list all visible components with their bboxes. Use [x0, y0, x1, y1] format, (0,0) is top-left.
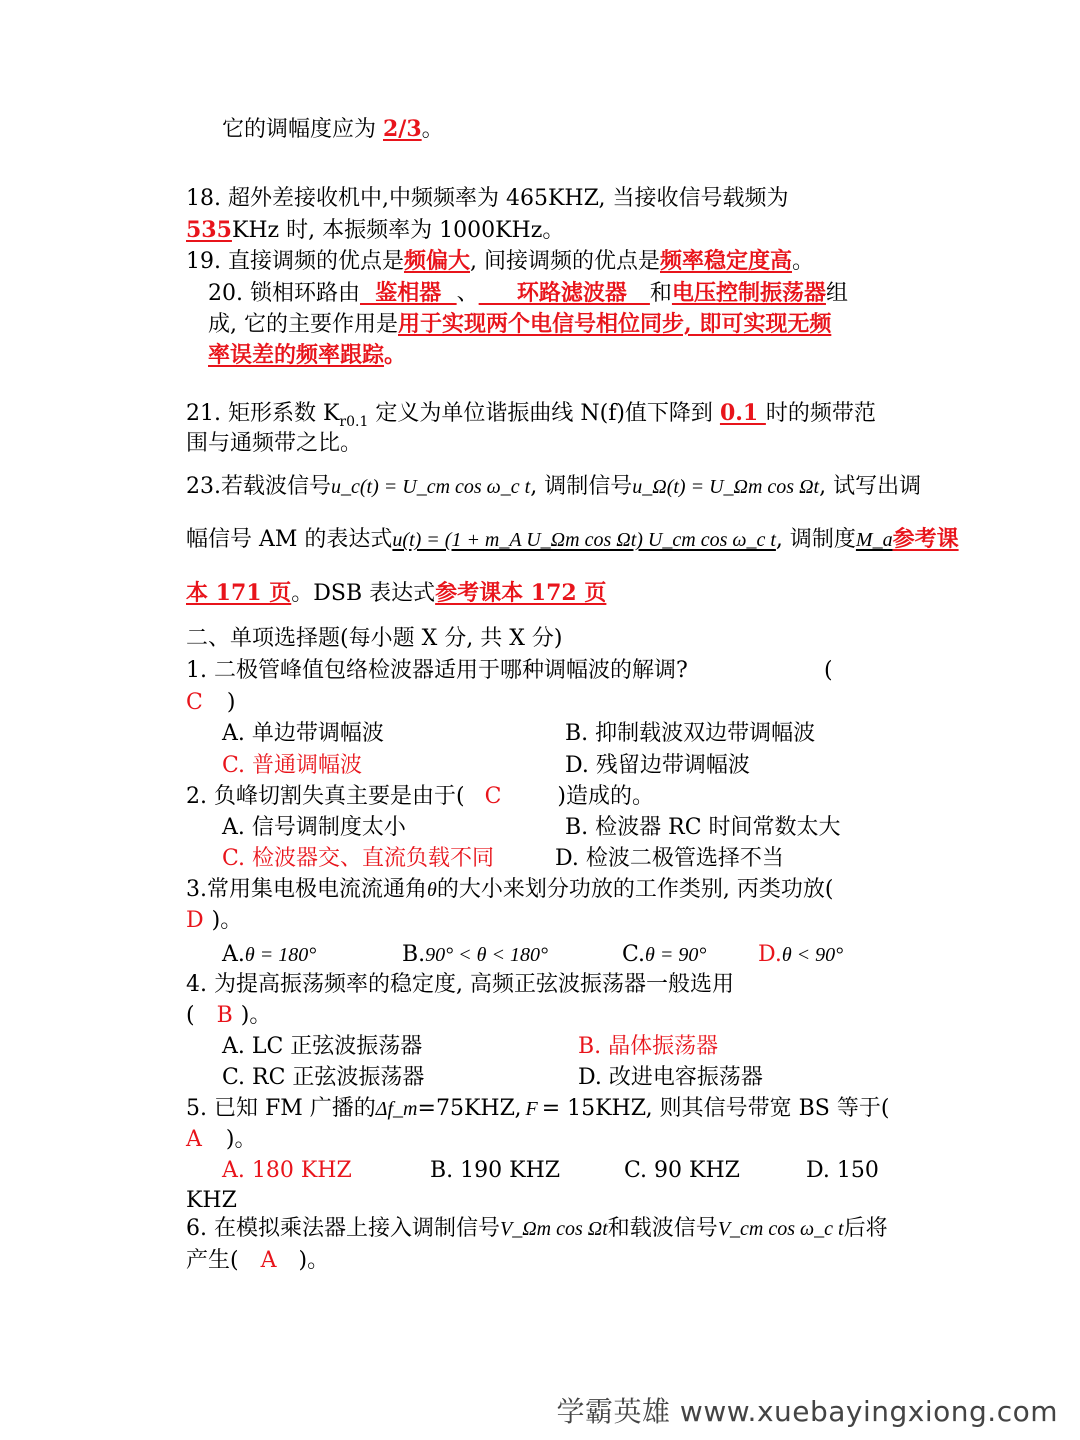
q20-line3 — [208, 340, 406, 371]
mc3-option-c-formula: θ = 90° — [645, 944, 707, 966]
q21-suffix: 时的频带范 — [765, 401, 876, 426]
mc6-stem-suffix: 后将 — [843, 1216, 888, 1241]
mc3-option-a — [222, 940, 316, 970]
q21-middle: 定义为单位谐振曲线 N(f)值下降到 — [368, 401, 720, 426]
mc1-option-b: B. 抑制载波双边带调幅波 — [565, 721, 816, 746]
q23-answer-ref1a: 参考课 — [892, 526, 959, 552]
mc3-option-d-formula: θ < 90° — [781, 944, 844, 966]
mc6-close: )。 — [298, 1248, 330, 1273]
q23-line2-prefix: 幅信号 AM 的表达式 — [186, 527, 393, 552]
mc4-answer: B — [216, 1003, 233, 1028]
q19 — [186, 246, 814, 277]
mc5-answer-line — [186, 1125, 256, 1155]
q18-answer: 535 — [186, 217, 232, 243]
mc5-stem-mid: =75KHZ, — [417, 1096, 522, 1121]
mc3-stem-prefix: 3.常用集电极电流流通角 — [186, 877, 427, 902]
mc1-option-a: A. 单边带调幅波 — [222, 721, 384, 746]
mc2-option-a: A. 信号调制度太小 — [222, 815, 406, 840]
mc3-stem-suffix: 的大小来划分功放的工作类别, 丙类功放( — [436, 877, 834, 902]
q20-answer-1: 鉴相器 — [359, 280, 457, 306]
mc4-open-paren: ( — [186, 1003, 195, 1028]
mc1-option-d: D. 残留边带调幅波 — [565, 753, 750, 778]
mc3-option-b-label: B. — [402, 942, 426, 967]
q23-answer-ref2: 参考课本 172 页 — [435, 580, 607, 606]
q23-ma-symbol: M_a — [855, 529, 893, 551]
q23-line3-middle: 。DSB 表达式 — [291, 581, 436, 606]
q19-answer-2: 频率稳定度高 — [660, 248, 793, 274]
q20-line1 — [208, 278, 848, 309]
mc4-option-b: B. 晶体振荡器 — [578, 1034, 719, 1059]
mc1-stem: 1. 二极管峰值包络检波器适用于哪种调幅波的解调? — [186, 658, 688, 683]
mc2-answer: C — [484, 784, 502, 809]
q20-sep-1: 、 — [456, 281, 479, 306]
mc2-option-c: C. 检波器交、直流负载不同 — [222, 846, 495, 871]
q19-answer-1: 频偏大 — [403, 248, 470, 274]
mc1-answer: C — [186, 690, 203, 715]
q23-line2 — [186, 524, 959, 555]
mc6-answer: A — [260, 1248, 277, 1273]
q20-line2 — [208, 309, 831, 340]
mc2-stem-suffix: )造成的。 — [557, 784, 655, 809]
mc6-carrier-formula: V_cm cos ω_c t — [717, 1218, 844, 1240]
mc4-stem: 4. 为提高振荡频率的稳定度, 高频正弦波振荡器一般选用 — [186, 972, 734, 997]
q20-answer-2: 环路滤波器 — [478, 280, 650, 306]
mc3-option-c — [622, 940, 706, 970]
mc4-answer-line — [186, 1001, 271, 1031]
q20-sep-2: 和 — [649, 281, 672, 306]
mc3-option-d-label: D. — [758, 942, 782, 967]
q20-answer-4a: 用于实现两个电信号相位同步, 即可实现无频 — [398, 311, 832, 337]
mc5-option-d: D. 150 — [806, 1158, 879, 1183]
q23-middle: , 调制信号 — [530, 474, 633, 499]
q21-prefix: 21. 矩形系数 K — [186, 401, 340, 426]
mc6-stem-prefix: 6. 在模拟乘法器上接入调制信号 — [186, 1216, 500, 1241]
q23-suffix: , 试写出调 — [819, 474, 922, 499]
mc2-stem-prefix: 2. 负峰切割失真主要是由于( — [186, 784, 465, 809]
mc3-answer: D — [186, 908, 204, 933]
mc4-close: )。 — [240, 1003, 272, 1028]
mc1-open-paren: ( — [824, 658, 833, 683]
q20-answer-4b: 率误差的频率跟踪 — [208, 342, 385, 368]
q17-answer: 2/3 — [383, 116, 422, 142]
mc5-option-d-cont: KHZ — [186, 1188, 237, 1213]
q17-tail — [222, 114, 444, 145]
q17-end: 。 — [421, 117, 444, 142]
mc5-option-a: A. 180 KHZ — [222, 1158, 352, 1183]
mc3-option-d — [758, 940, 843, 970]
mc3-close: )。 — [211, 908, 243, 933]
q23-carrier-formula: u_c(t) = U_cm cos ω_c t — [331, 476, 531, 498]
q20-line2-prefix: 成, 它的主要作用是 — [208, 312, 398, 337]
q20-answer-3: 电压控制振荡器 — [671, 280, 826, 306]
q23-line1 — [186, 472, 921, 502]
mc6-answer-line — [186, 1246, 329, 1276]
mc1-close-paren: ) — [226, 690, 236, 715]
mc5-f-symbol: F — [525, 1098, 538, 1120]
mc3-option-a-label: A. — [222, 942, 245, 967]
mc6-mod-formula: V_Ωm cos Ωt — [499, 1218, 608, 1240]
mc1-option-c: C. 普通调幅波 — [222, 753, 363, 778]
mc2-option-d: D. 检波二极管选择不当 — [555, 846, 784, 871]
mc5-stem-suffix: = 15KHZ, 则其信号带宽 BS 等于( — [541, 1096, 890, 1121]
mc5-answer: A — [186, 1127, 202, 1152]
q18-rest: KHz 时, 本振频率为 1000KHz。 — [231, 218, 565, 243]
q20-prefix: 20. 锁相环路由 — [208, 281, 360, 306]
mc5-option-c: C. 90 KHZ — [624, 1158, 740, 1183]
q23-line3 — [186, 578, 606, 609]
mc5-close: )。 — [225, 1127, 257, 1152]
q19-prefix: 19. 直接调频的优点是 — [186, 249, 404, 274]
q19-end: 。 — [792, 249, 815, 274]
mc4-option-c: C. RC 正弦波振荡器 — [222, 1065, 425, 1090]
watermark: 学霸英雄 www.xuebayingxiong.com — [556, 1395, 1058, 1428]
mc5-stem-prefix: 5. 已知 FM 广播的 — [186, 1096, 376, 1121]
q23-prefix: 23.若载波信号 — [186, 474, 331, 499]
mc3-option-b-formula: 90° < θ < 180° — [425, 944, 548, 966]
q19-middle: , 间接调频的优点是 — [470, 249, 660, 274]
q23-mod-formula: u_Ω(t) = U_Ωm cos Ωt — [632, 476, 820, 498]
mc5-delta-f: Δf_m — [375, 1098, 418, 1120]
mc3-answer-line — [186, 906, 242, 936]
mc3-stem — [186, 875, 833, 905]
mc1-answer-line — [186, 688, 235, 718]
q21-answer: 0.1 — [719, 400, 766, 426]
q18-line1: 18. 超外差接收机中,中频频率为 465KHZ, 当接收信号载频为 — [186, 186, 789, 211]
mc5-option-b: B. 190 KHZ — [430, 1158, 561, 1183]
mc6-line2-prefix: 产生( — [186, 1248, 239, 1273]
q21-subscript: r0.1 — [339, 414, 369, 430]
section-2-title: 二、单项选择题(每小题 X 分, 共 X 分) — [186, 626, 563, 651]
q21-line2: 围与通频带之比。 — [186, 431, 363, 456]
mc3-option-b — [402, 940, 548, 970]
mc2-stem — [186, 782, 654, 812]
mc3-theta: θ — [427, 879, 437, 901]
mc5-stem — [186, 1094, 889, 1124]
q18-line2 — [186, 215, 564, 246]
q20-suffix: 组 — [825, 281, 848, 306]
q20-end: 。 — [384, 342, 407, 368]
q23-answer-ref1b: 本 171 页 — [186, 580, 292, 606]
mc4-option-a: A. LC 正弦波振荡器 — [222, 1034, 423, 1059]
mc3-option-c-label: C. — [622, 942, 646, 967]
mc6-stem-mid: 和载波信号 — [607, 1216, 718, 1241]
mc2-option-b: B. 检波器 RC 时间常数太大 — [565, 815, 841, 840]
mc3-option-a-formula: θ = 180° — [244, 944, 317, 966]
q17-text: 它的调幅度应为 — [222, 117, 383, 142]
mc6-stem — [186, 1214, 888, 1244]
q23-am-formula: u(t) = (1 + m_A U_Ωm cos Ωt) U_cm cos ω_c t — [392, 529, 776, 551]
mc4-option-d: D. 改进电容振荡器 — [578, 1065, 763, 1090]
q23-line2-middle: , 调制度 — [775, 527, 856, 552]
